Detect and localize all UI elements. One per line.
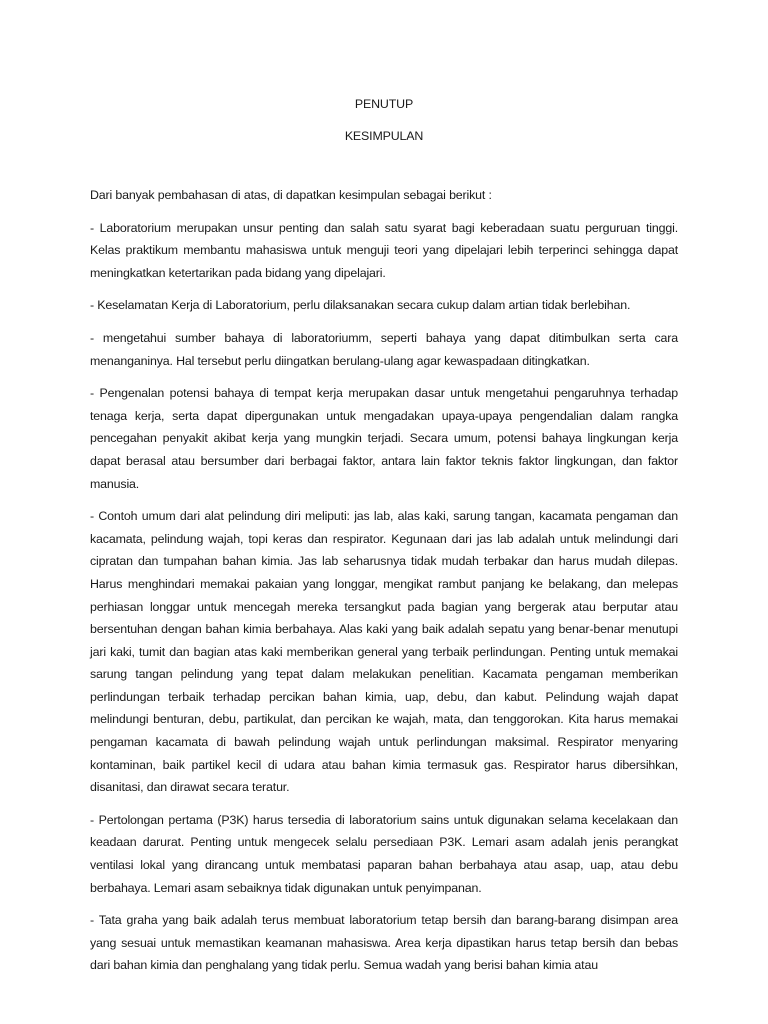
intro-paragraph: Dari banyak pembahasan di atas, di dapatkan kesimpulan sebagai berikut : [90,188,492,202]
paragraph-p3k: - Pertolongan pertama (P3K) harus tersedia di laboratorium sains untuk digunakan selama kecelakaan dan keadaan darurat. Penting untuk mengecek selalu persediaan P3K. Lemari asam adalah jenis perangkat ventilasi lokal yang dirancang untuk membatasi paparan bahan berbahaya atau asap, uap, atau debu berbahaya. Lemari asam sebaiknya tidak digunakan untuk penyimpanan. [90,812,678,895]
paragraph-alat-pelindung-diri: - Contoh umum dari alat pelindung diri meliputi: jas lab, alas kaki, sarung tangan, kacamata pengaman dan kacamata, pelindung wajah, topi keras dan respirator. Kegunaan dari jas lab adalah untuk melindungi dari cipratan dan tumpahan bahan kimia. Jas lab seharusnya tidak mudah terbakar dan harus mudah dilepas. Harus menghindari memakai pakaian yang longgar, mengikat rambut panjang ke belakang, dan melepas perhiasan longgar untuk mencegah mereka tersangkut pada bagian yang bergerak atau berputar atau bersentuhan dengan bahan kimia berbahaya. Alas kaki yang baik adalah sepatu yang benar-benar menutupi jari kaki, tumit dan bagian atas kaki memberikan general yang terbaik perlindungan. Penting untuk memakai sarung tangan pelindung yang tepat dalam melakukan penelitian. Kacamata pengaman memberikan perlindungan terbaik terhadap percikan bahan kimia, uap, debu, dan kabut. Pelindung wajah dapat melindungi benturan, debu, partikulat, dan percikan ke wajah, mata, dan tenggorokan. Kita harus memakai pengaman kacamata di bawah pelindung wajah untuk perlindungan maksimal. Respirator menyaring kontaminan, baik partikel kecil di udara atau bahan kimia termasuk gas. Respirator harus dibersihkan, disanitasi, dan dirawat secara teratur. [90,509,678,795]
paragraph-tata-graha: - Tata graha yang baik adalah terus membuat laboratorium tetap bersih dan barang-barang disimpan area yang sesuai untuk memastikan keamanan mahasiswa. Area kerja dipastikan harus tetap bersih dan bebas dari bahan kimia dan penghalang yang tidak perlu. Semua wadah yang berisi bahan kimia atau [90,913,678,973]
paragraph-laboratorium: - Laboratorium merupakan unsur penting dan salah satu syarat bagi keberadaan suatu perguruan tinggi. Kelas praktikum membantu mahasiswa untuk menguji teori yang dipelajari lebih terperinci sehingga dapat meningkatkan ketertarikan pada bidang yang dipelajari. [90,220,678,280]
document-subtitle: KESIMPULAN [344,129,424,143]
paragraph-sumber-bahaya: - mengetahui sumber bahaya di laboratoriumm, seperti bahaya yang dapat ditimbulkan serta cara menanganinya. Hal tersebut perlu diingatkan berulang-ulang agar kewaspadaan ditingkatkan. [90,330,678,368]
paragraph-potensi-bahaya: - Pengenalan potensi bahaya di tempat kerja merupakan dasar untuk mengetahui pengaruhnya terhadap tenaga kerja, serta dapat dipergunakan untuk mengadakan upaya-upaya pengendalian dalam rangka pencegahan penyakit akibat kerja yang mungkin terjadi. Secara umum, potensi bahaya lingkungan kerja dapat berasal atau bersumber dari berbagai faktor, antara lain faktor teknis faktor lingkungan, dan faktor manusia. [90,386,678,491]
paragraph-keselamatan-kerja: - Keselamatan Kerja di Laboratorium, perlu dilaksanakan secara cukup dalam artian tidak berlebihan. [90,298,631,313]
document-title: PENUTUP [354,97,414,111]
document-body [90,96,678,987]
